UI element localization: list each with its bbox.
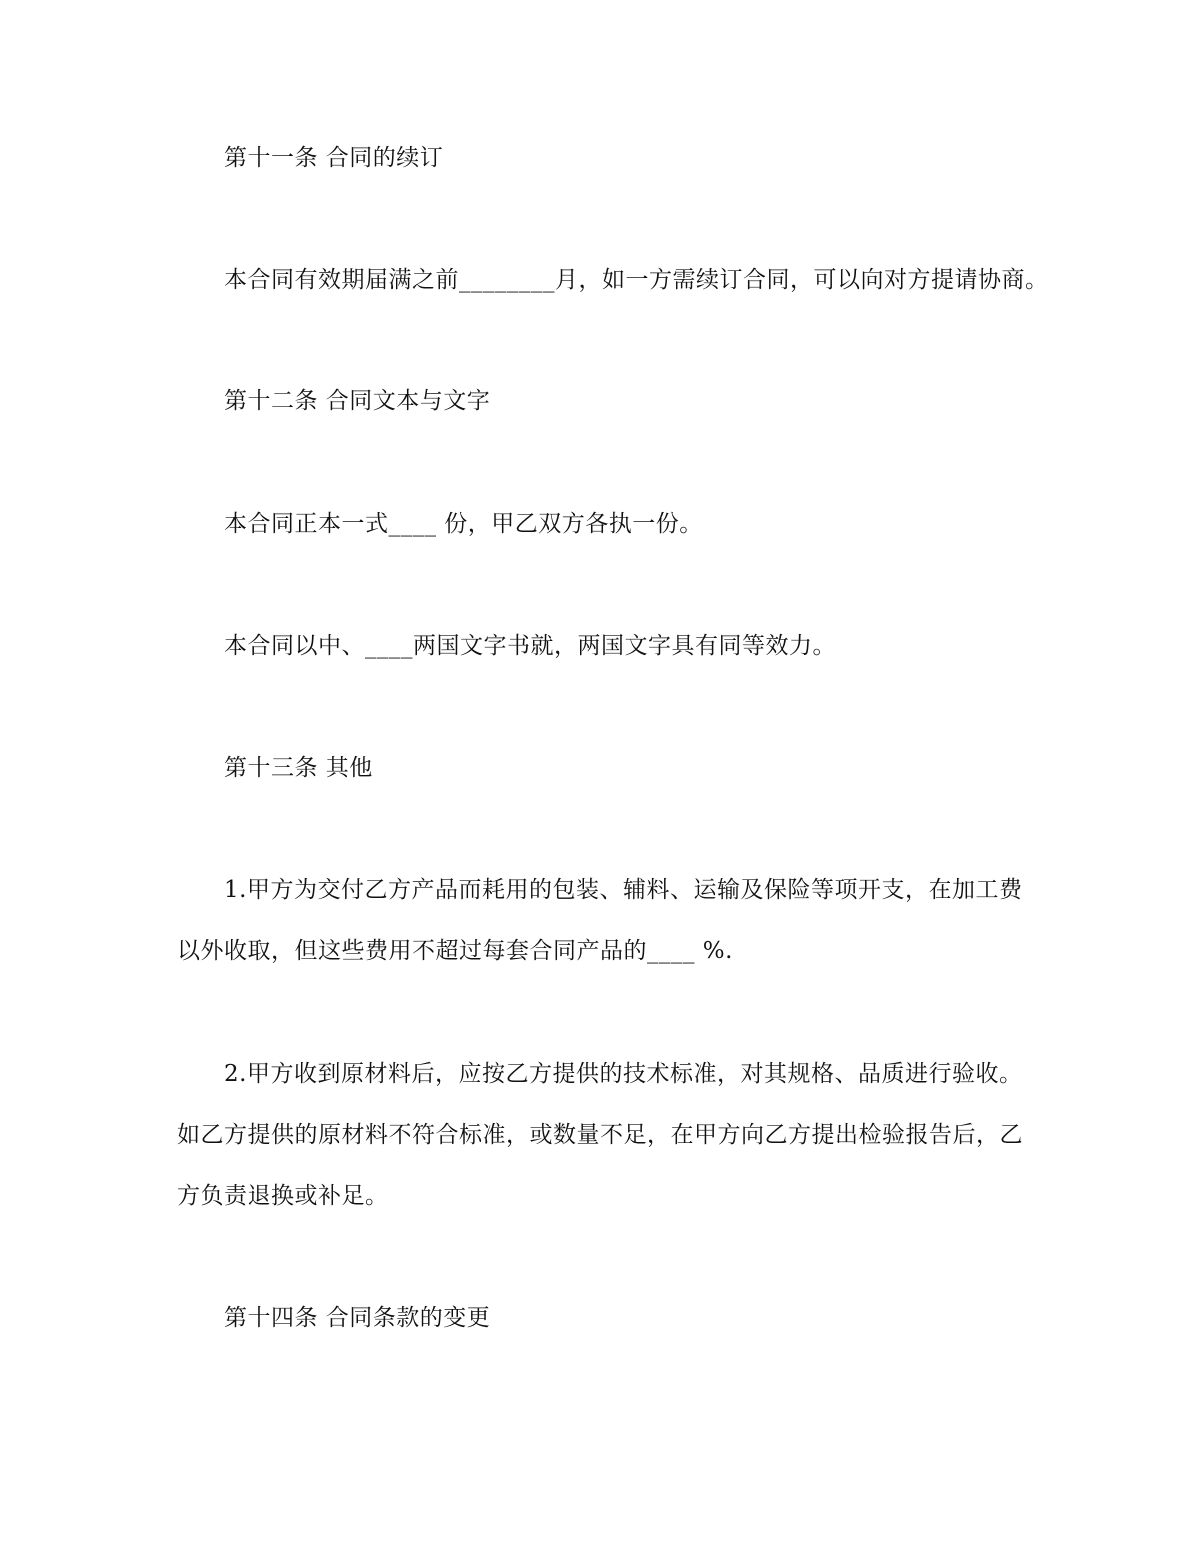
article-12-heading: 第十二条 合同文本与文字: [224, 388, 491, 414]
article-11-body: 本合同有效期届满之前________月，如一方需续订合同，可以向对方提请协商。: [224, 267, 1049, 293]
article-13-item-2-line-3: 方负责退换或补足。: [177, 1183, 389, 1209]
article-12-copies: 本合同正本一式____ 份，甲乙双方各执一份。: [224, 511, 703, 537]
article-13-heading: 第十三条 其他: [224, 755, 373, 781]
article-11-heading: 第十一条 合同的续订: [224, 145, 444, 171]
article-12-languages: 本合同以中、____两国文字书就，两国文字具有同等效力。: [224, 633, 836, 659]
article-13-item-2-line-1: 2.甲方收到原材料后，应按乙方提供的技术标准，对其规格、品质进行验收。: [224, 1061, 1023, 1087]
article-14-heading: 第十四条 合同条款的变更: [224, 1305, 491, 1331]
article-13-item-1-line-2: 以外收取，但这些费用不超过每套合同产品的____ %.: [177, 938, 733, 964]
article-13-item-1-line-1: 1.甲方为交付乙方产品而耗用的包装、辅料、运输及保险等项开支，在加工费: [224, 877, 1023, 903]
article-13-item-2-line-2: 如乙方提供的原材料不符合标准，或数量不足，在甲方向乙方提出检验报告后，乙: [177, 1122, 1023, 1148]
